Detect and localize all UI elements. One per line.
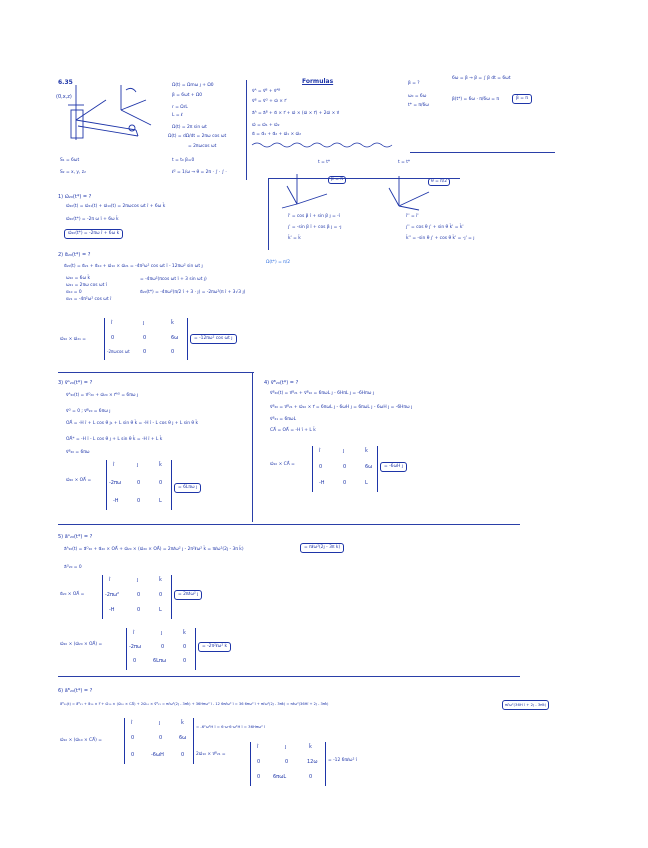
p5b-m-00: î — [133, 630, 135, 636]
part4-line-0: v⃗ᴮ₂₀(t) = v⃗ᴮ₂₁ + v⃗ᴮ₁₀ = 6πωL ȷ - 6HπL ȷ = -6Hπω ȷ — [270, 391, 375, 396]
given-extra-1: t = t₀ β=0 — [172, 158, 195, 163]
side-boxed: β = π — [512, 94, 532, 104]
p6b-m-12: 12ω — [307, 759, 318, 765]
divider-4 — [58, 676, 520, 677]
formulas-title: Formulas — [302, 78, 334, 85]
part6-result1: = -6²ω²H î = 6·ω·6·ω²H î = 36Hπω² î — [196, 724, 266, 729]
p5b-m-22: 0 — [183, 658, 187, 664]
given-extra-0: = 2πωcos ωt — [188, 144, 217, 149]
p2-m-21: 0 — [143, 349, 147, 355]
part6-matrix2-label: 2ω⃗₁₀ × v⃗ᴮ₂₁ = — [196, 752, 226, 757]
p4-m-11: 0 — [343, 464, 347, 470]
p6b-m-02: k̂ — [309, 744, 312, 750]
p2-m-10: 0 — [111, 335, 115, 341]
p5a-m-21: 0 — [137, 607, 141, 613]
given-extra-3: S₁ = 6ωt — [60, 158, 80, 163]
p5a-m-22: L — [159, 607, 162, 613]
formula-4: α⃗ = α⃗₁ + α⃗₂ + ω⃗₁ × ω⃗₂ — [252, 132, 301, 137]
p5b-m-20: 0 — [133, 658, 137, 664]
divider-3 — [58, 524, 520, 525]
formula-1: v⃗ᴮ = v⃗ᴼ + ω⃗ × r⃗ — [252, 99, 287, 104]
part5-matrix1-label: α⃗₂₀ × OA⃗ = — [60, 592, 85, 597]
part3-line-0: v⃗ᴬ₂₀(t) = v⃗ᴼ₂₀ + ω⃗₂₀ × r⃗ᴬᴼ = 6πω ȷ — [66, 393, 139, 398]
p5b-m-21: 6Lπω — [153, 658, 167, 664]
part6-result2: = -12 6πℓω² î — [328, 758, 357, 763]
mechanism-sketch — [66, 80, 158, 155]
part5-matrix2-label: ω⃗₂₀ × (ω⃗₂₀ × OA⃗) = — [60, 642, 103, 647]
p4-m-01: ȷ — [343, 448, 345, 454]
given-5: Ω(t) = dΩ/dt = 2πω cos ωt — [168, 134, 227, 139]
part4-matrix-label: ω⃗₁₀ × CA⃗ = — [270, 462, 295, 467]
frame-sketch-left — [282, 168, 352, 212]
tag-right: θ = π/2 — [428, 178, 450, 186]
p5a-m-20: -H — [109, 607, 115, 613]
part5-boxed: = πℓω²(2ȷ - 3π k̂) — [300, 543, 344, 553]
p2-m-00: î — [111, 320, 113, 326]
p5a-m-00: î — [109, 577, 111, 583]
part5-line-0: a⃗ᴬ₂₀(t) = a⃗ᴼ₂₀ + α⃗₂₀ × OA⃗ + ω⃗₂₀ × (ω⃗₂₀ × OA⃗) = 2πℓω² ȷ - 2π²ℓω² k̂ = πℓω²(2ȷ - 3π k̂) — [64, 547, 244, 552]
t-right: t = t* — [398, 160, 411, 165]
p6a-m-12: 6ω — [179, 735, 187, 741]
p6a-m-11: 0 — [159, 735, 163, 741]
part6-line: a⃗ᴮ₂₀(t) = a⃗ᴮ₂₁ + α⃗₁₀ × r⃗ + ω⃗₁₀ × (ω⃗₁₀ × CA⃗) + 2ω⃗₁₀ × v⃗ᴮ₂₁ = πℓω²(2ȷ - 3πk̂) + 36Hπω² î - 12 6πℓω² î = 36 6πω² î + πℓω²(2ȷ - 3πk̂) = πℓω²(36Hî + 2ȷ - 3πk̂) — [60, 702, 329, 706]
p6b-m-11: 0 — [285, 759, 289, 765]
given-extra-2: ℓ² = 1/ω → θ = 2π · ∫ · ∫ · — [172, 170, 227, 175]
part3-line-1: v⃗ᴼ = 0 ; v⃗ᴮ₂₀ = 6πω ȷ — [66, 409, 111, 414]
frame-sketch-right — [384, 170, 454, 214]
tag-left: β = π — [328, 176, 346, 184]
p6b-m-20: 0 — [257, 774, 261, 780]
part2-result: = -12πω² cos ωt ȷ — [190, 334, 237, 344]
wavy-divider — [252, 140, 392, 150]
header-divider — [246, 80, 247, 180]
part3-line-2: OA⃗ = -H î + L cos θ ȷ₁ + L sin θ k̂ = -H î - L cos θ ȷ + L sin θ k̂ — [66, 421, 199, 426]
part3-matrix — [106, 460, 172, 510]
problem-id: 6.35 — [58, 79, 73, 86]
part2-line-4: ω₂₁ = 2πω cos ωt î — [66, 283, 107, 288]
p6b-m-21: 6πωL — [273, 774, 287, 780]
part3-line-4: v⃗ᴮ₂₀ = 6πω — [66, 450, 90, 455]
p5b-m-01: ȷ — [161, 630, 163, 636]
divider-1 — [58, 372, 254, 373]
p6b-m-22: 0 — [309, 774, 313, 780]
part5-result1: = 2πℓω² ȷ — [174, 590, 202, 600]
p4-m-10: 0 — [319, 464, 323, 470]
formula-0: v⃗ᴬ = v⃗ᴮ + v⃗ᴬᴮ — [252, 89, 281, 94]
part1-question: 1) ω⃗₂₀(t*) = ? — [58, 194, 92, 200]
p4-m-21: 0 — [343, 480, 347, 486]
part5-line-1: a⃗ᴼ₂₀ = 0 — [64, 565, 82, 570]
given-4: Ω(t) = 2π sin ωt — [172, 125, 207, 130]
part2-matrix-label: ω⃗₁₀ × ω⃗₂₁ = — [60, 337, 86, 342]
side-3: 6ω = β → β = ∫ β dt = 6ωt — [452, 76, 511, 81]
part5-result2: = -2π²ℓω² k̂ — [198, 642, 231, 652]
part2-question: 2) α⃗₂₀(t*) = ? — [58, 252, 91, 258]
frame-label: (0,x,z) — [56, 94, 72, 100]
divider-2 — [252, 372, 253, 522]
part2-line-5: α₁₀ = 0 — [66, 290, 82, 295]
p5b-m-11: 0 — [161, 644, 165, 650]
part3-question: 3) v⃗ᴬ₂₀(t*) = ? — [58, 380, 93, 386]
p6b-m-10: 0 — [257, 759, 261, 765]
part1-line-0: ω⃗₂₀(t) = ω⃗₂₁(t) + ω⃗₁₀(t) = 2πωcos ωt î + 6ω k̂ — [66, 204, 166, 209]
frame-right-0: î'' = î' — [406, 214, 419, 219]
part4-result: = -6ωH ȷ — [380, 462, 407, 472]
side-0: β = ? — [408, 81, 420, 86]
p5a-m-12: 0 — [159, 592, 163, 598]
frame-left-1: ȷ' = -sin β î + cos β ȷ = -ȷ — [288, 225, 342, 230]
p3-m-01: ȷ — [137, 462, 139, 468]
given-2: r = ΩrL — [172, 105, 188, 110]
formula-3: ω⃗ = ω⃗₁ + ω⃗₂ — [252, 123, 280, 128]
p3-m-11: 0 — [137, 480, 141, 486]
part3-line-3: OA⃗* = -H î - L cos θ ȷ + L sin θ k̂ = -H î + L k̂ — [66, 437, 163, 442]
p3-m-12: 0 — [159, 480, 163, 486]
part2-line-1: = -4πω²(πcos ωt î + 3 sin ωt ȷ) — [140, 277, 207, 282]
p5a-m-01: ȷ — [137, 577, 139, 583]
p4-m-02: k̂ — [365, 448, 368, 454]
p5a-m-02: k̂ — [159, 577, 162, 583]
part3-matrix-label: ω⃗₂₀ × OA⃗ = — [66, 478, 92, 483]
part6-matrix1-label: ω⃗₁₀ × (ω⃗₁₀ × CA⃗) = — [60, 738, 102, 743]
part3-result: = 6Lπω ȷ — [174, 483, 201, 493]
part4-matrix — [312, 446, 378, 492]
p5a-m-11: 0 — [137, 592, 141, 598]
part5-question: 5) a⃗ᴬ₂₀(t*) = ? — [58, 534, 93, 540]
part2-line-0: α⃗₂₀(t) = α⃗₂₁ + α⃗₁₀ + ω⃗₁₀ × ω⃗₂₁ = -4π²ω² cos ωt î - 12πω² sin ωt ȷ — [64, 264, 203, 269]
part5-matrix2 — [126, 628, 196, 670]
frame-left-2: k̂' = k̂ — [288, 236, 301, 241]
part6-matrix1 — [124, 718, 194, 764]
given-0: Ω(t) = Ωmω ȷ + Ω0 — [172, 83, 214, 88]
formula-2: a⃗ᴬ = a⃗ᴮ + α⃗ × r⃗ + ω⃗ × (ω⃗ × r⃗) + 2ω⃗ × v⃗ — [252, 111, 340, 116]
part1-line-1: ω⃗₂₀(t*) = -2π ω î + 6ω k̂ — [66, 217, 119, 222]
p4-m-12: 6ω — [365, 464, 373, 470]
p5b-m-12: 0 — [183, 644, 187, 650]
p3-m-21: 0 — [137, 498, 141, 504]
given-extra-4: S₂ = x, y, z₂ — [60, 170, 86, 175]
part6-boxed: πℓω²(36H î + 2ȷ - 3πk̂) — [502, 700, 549, 710]
p2-m-22: 0 — [171, 349, 175, 355]
p6a-m-10: 0 — [131, 735, 135, 741]
p6a-m-01: ȷ — [159, 720, 161, 726]
given-3: L = ℓ — [172, 113, 183, 118]
t-left: t = t* — [318, 160, 331, 165]
side-1: ω₀ = 6ω — [408, 94, 427, 99]
p2-m-12: 6ω — [171, 335, 179, 341]
part2-line-2: α⃗₂₀(t*) = -4πω²(π/2 î + 3 · ȷ) = -2πω²(π î + 3√3 ȷ) — [140, 290, 246, 295]
p3-m-22: L — [159, 498, 162, 504]
p2-m-01: ȷ — [143, 320, 145, 326]
part2-line-6: α₂₁ = -4π²ω² cos ωt î — [66, 297, 112, 302]
given-1: β = 6ωt + Ω0 — [172, 93, 203, 98]
part2-matrix — [104, 318, 188, 360]
p2-m-02: k̂ — [171, 320, 174, 326]
part6-question: 6) a⃗ᴮ₂₀(t*) = ? — [58, 688, 93, 694]
p5b-m-02: k̂ — [183, 630, 186, 636]
part6-matrix2 — [250, 742, 326, 786]
p6a-m-21: -6ωH — [151, 752, 164, 758]
p2-m-20: -2πωcos ωt — [107, 349, 130, 354]
part4-line-2: v⃗ᴮ₂₁ = 6πωL — [270, 417, 297, 422]
part4-question: 4) v⃗ᴮ₂₀(t*) = ? — [264, 380, 299, 386]
side-rule — [410, 152, 555, 153]
frame-right-2: k̂'' = -sin θ ȷ' + cos θ k̂' = -ȷ' = ȷ — [406, 236, 475, 241]
frames-note: Ω(t*) = π/2 — [266, 260, 291, 265]
p4-m-00: î — [319, 448, 321, 454]
p6a-m-22: 0 — [181, 752, 185, 758]
frame-right-1: ȷ'' = cos θ ȷ' + sin θ k̂' = k̂' — [406, 225, 464, 230]
p6a-m-00: î — [131, 720, 133, 726]
p4-m-22: L — [365, 480, 368, 486]
frame-left-0: î' = cos β î + sin β ȷ = -î — [288, 214, 340, 219]
part2-line-3: ω₁₀ = 6ω k̂ — [66, 276, 91, 281]
part4-line-3: CA⃗ = OA⃗ = -H î + L k̂ — [270, 428, 316, 433]
p6a-m-02: k̂ — [181, 720, 184, 726]
p3-m-10: -2πω — [109, 480, 122, 486]
p4-m-20: -H — [319, 480, 325, 486]
part1-boxed: ω⃗₂₀(t*) = -2πω î + 6ω k̂ — [64, 229, 123, 239]
side-4: β(t*) = 6ω · π/6ω = π — [452, 97, 499, 102]
p6b-m-00: î — [257, 744, 259, 750]
p5a-m-10: -2πω² — [105, 592, 120, 598]
p3-m-02: k̂ — [159, 462, 162, 468]
p2-m-11: 0 — [143, 335, 147, 341]
p5b-m-10: -2πω — [129, 644, 142, 650]
p6b-m-01: ȷ — [285, 744, 287, 750]
part4-line-1: v⃗ᴮ₂₀ = v⃗ᴮ₂₁ + ω⃗₁₀ × r⃗ = 6πωL ȷ - 6ωH ȷ = 6πωL ȷ - 6ωH ȷ = -6Hπω ȷ — [270, 405, 413, 410]
side-2: t* = π/6ω — [408, 103, 429, 108]
p6a-m-20: 0 — [131, 752, 135, 758]
part5-matrix1 — [102, 575, 172, 619]
frames-left-bar — [268, 178, 269, 250]
p3-m-20: -H — [113, 498, 119, 504]
p3-m-00: î — [113, 462, 115, 468]
